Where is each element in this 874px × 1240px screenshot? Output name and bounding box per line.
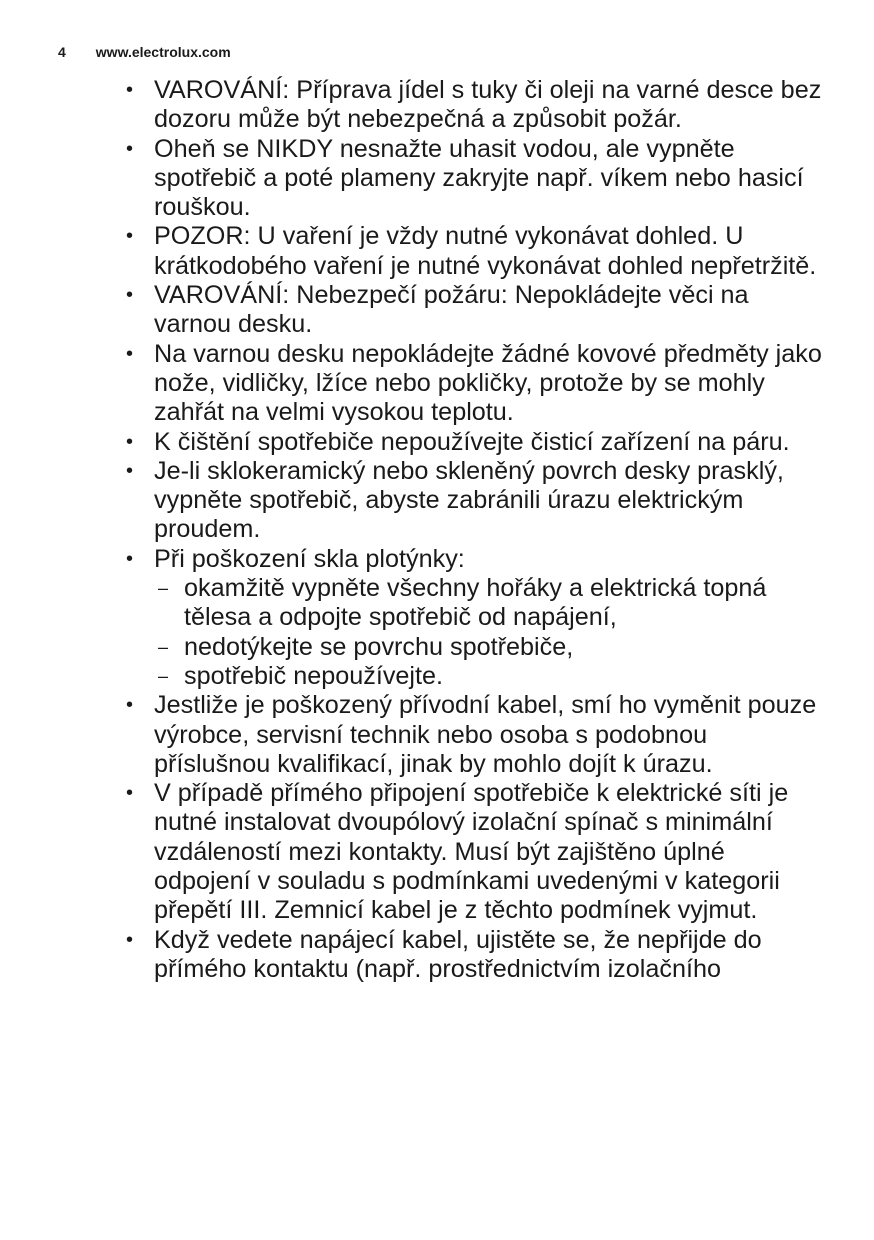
bullet-icon: • [126,547,134,570]
sub-list-item [154,574,826,633]
bullet-icon: • [126,694,134,717]
list-item [126,457,826,545]
bullet-icon: • [126,137,134,160]
sub-list-item [154,633,826,662]
list-item-text: VAROVÁNÍ: Nebezpečí požáru: Nepokládejte věci na varnou desku. [154,281,749,339]
list-item-text: Jestliže je poškozený přívodní kabel, smí ho vyměnit pouze výrobce, servisní technik nebo osoba s podobnou příslušnou kvalifikací, jinak by mohlo dojít k úrazu. [154,691,817,778]
website-url: www.electrolux.com [95,44,231,60]
bullet-icon: • [126,430,134,453]
page-header [58,44,231,60]
bullet-icon: • [126,782,134,805]
bullet-icon: • [126,459,134,482]
list-item [126,76,826,135]
dash-icon: – [158,578,169,599]
list-item [126,545,826,691]
list-item [126,926,826,985]
list-item-text: K čištění spotřebiče nepoužívejte čisticí zařízení na páru. [154,427,790,456]
bullet-icon: • [126,284,134,307]
list-item-text: Při poškození skla plotýnky: [154,544,465,573]
list-item-text: POZOR: U vaření je vždy nutné vykonávat dohled. U krátkodobého vaření je nutné vykonávat dohled nepřetržitě. [154,222,817,280]
list-item-text: Je-li sklokeramický nebo skleněný povrch desky prasklý, vypněte spotřebič, abyste zabránili úrazu elektrickým proudem. [154,456,784,544]
sub-list-item-text: okamžitě vypněte všechny hořáky a elektrická topná tělesa a odpojte spotřebič od napájení, [184,574,767,632]
list-item [126,135,826,223]
list-item [126,222,826,281]
list-item-text: V případě přímého připojení spotřebiče k elektrické síti je nutné instalovat dvoupólový izolační spínač s minimální vzdáleností mezi kontakty. Musí být zajištěno úplné odpojení v souladu s podmínkami uvedenými v kategorii přepětí III. Zemnicí kabel je z těchto podmínek vyjmut. [154,779,789,925]
list-item [126,281,826,340]
page-number: 4 [58,44,66,60]
list-item [126,779,826,925]
dash-icon: – [158,636,169,657]
list-item [126,428,826,457]
sub-list [154,574,826,691]
list-item-text: Oheň se NIKDY nesnažte uhasit vodou, ale vypněte spotřebič a poté plameny zakryjte např. víkem nebo hasicí rouškou. [154,134,804,222]
dash-icon: – [158,665,169,686]
sub-list-item-text: spotřebič nepoužívejte. [184,661,444,690]
bullet-icon: • [126,225,134,248]
bullet-icon: • [126,79,134,101]
safety-instructions [126,76,826,984]
bullet-icon: • [126,342,134,365]
list-item-text: VAROVÁNÍ: Příprava jídel s tuky či oleji na varné desce bez dozoru může být nebezpečná a způsobit požár. [154,76,822,134]
sub-list-item-text: nedotýkejte se povrchu spotřebiče, [184,632,574,661]
list-item [126,340,826,428]
list-item [126,691,826,779]
list-item-text: Když vedete napájecí kabel, ujistěte se, že nepřijde do přímého kontaktu (např. prostřednictvím izolačního [154,925,762,983]
bullet-list [126,76,826,984]
bullet-icon: • [126,928,134,951]
sub-list-item [154,662,826,691]
list-item-text: Na varnou desku nepokládejte žádné kovové předměty jako nože, vidličky, lžíce nebo pokličky, protože by se mohly zahřát na velmi vysokou teplotu. [154,339,822,427]
